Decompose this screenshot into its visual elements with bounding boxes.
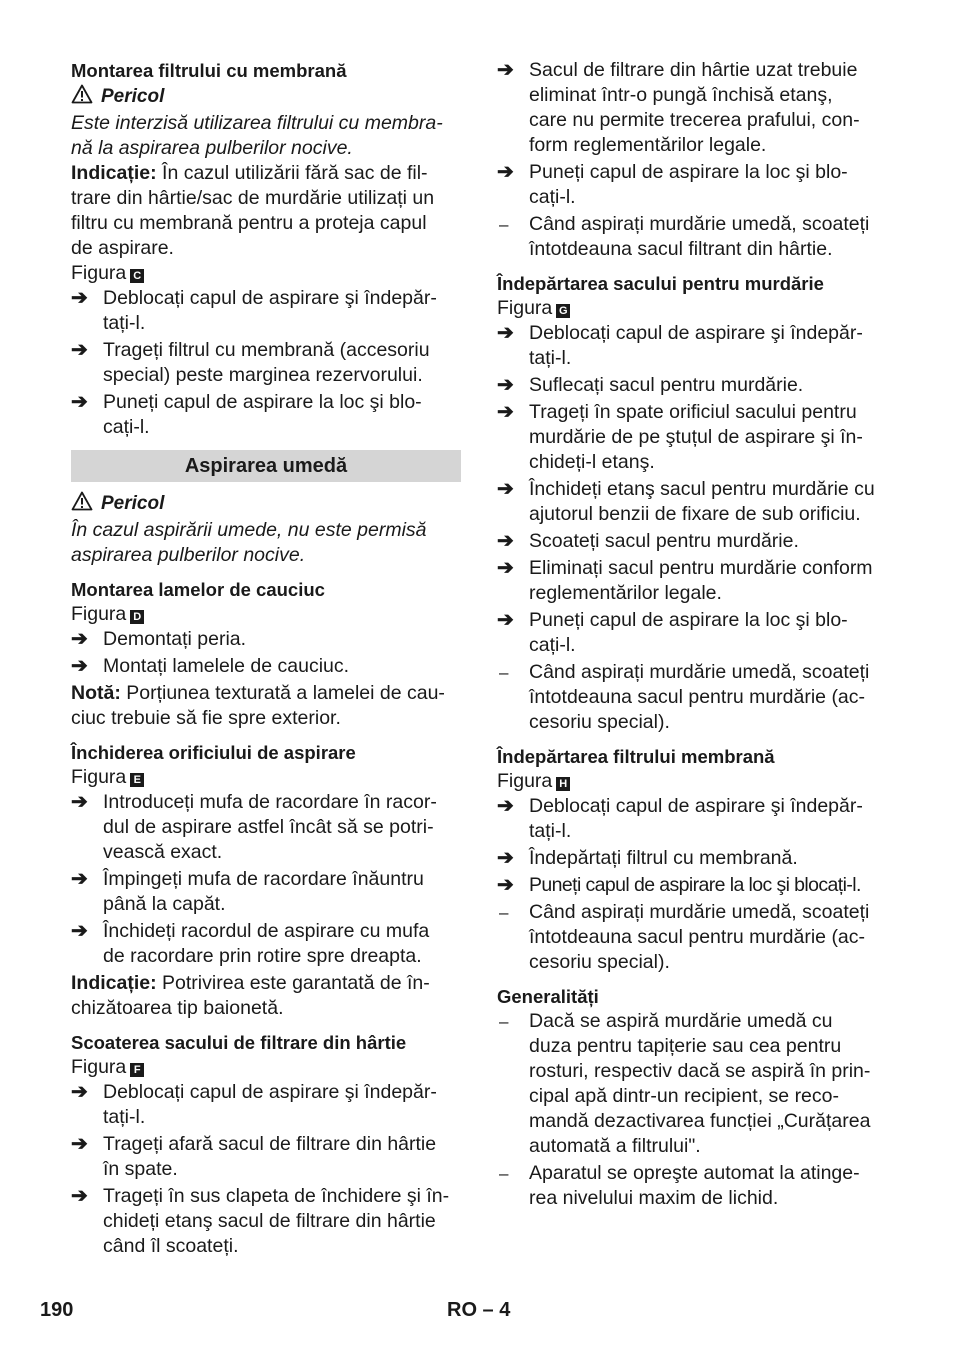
arrow-right-icon: ➔ [71,655,88,677]
note-line: ciuc trebuie să fie spre exterior. [71,707,341,729]
step-item: ➔ Închideți racordul de aspirare cu mufa de racordare prin rotire spre dreapta. [71,920,430,967]
figure-letter-badge: G [556,304,570,318]
dash-icon: – [499,1164,509,1183]
warning-triangle-icon [71,491,93,511]
section-title: Montarea lamelor de cauciuc [71,579,325,600]
figure-ref: Figura D [71,602,461,627]
figure-ref: Figura F [71,1055,461,1080]
page-number: 190 [40,1299,74,1321]
arrow-right-icon: ➔ [71,391,88,413]
step-item: ➔ Deblocați capul de aspirare şi îndepăr- tați-l. [71,287,437,334]
arrow-right-icon: ➔ [71,1133,88,1155]
step-item: ➔ Puneți capul de aspirare la loc şi blocați-l. [497,874,861,896]
section-title: Generalități [497,986,599,1007]
arrow-right-icon: ➔ [71,868,88,890]
section-title: Îndepărtarea sacului pentru murdărie [497,273,824,294]
section-title: Montarea filtrului cu membrană [71,60,347,81]
note-line: de aspirare. [71,237,174,259]
warning-heading: Pericol [71,83,461,111]
step-item: ➔ Împingeți mufa de racordare înăuntru până la capăt. [71,868,424,915]
figure-letter-badge: C [130,269,144,283]
figure-ref: Figura H [497,769,887,794]
step-item: ➔ Puneți capul de aspirare la loc şi blo- cați-l. [71,391,422,438]
warning-text: Este interzisă utilizarea filtrului cu membra- [71,112,443,134]
arrow-right-icon: ➔ [497,847,514,869]
arrow-right-icon: ➔ [497,609,514,631]
step-item: ➔ Demontați peria. [71,628,247,650]
dash-icon: – [499,663,509,682]
step-item: ➔ Închideți etanş sacul pentru murdărie cu ajutorul benzii de fixare de sub orificiu. [497,478,875,525]
note: Notă: Porțiunea texturată a lamelei de cau- [71,682,445,704]
step-item: ➔ Trageți în sus clapeta de închidere şi în- chideți etanş sacul de filtrare din hârtie când îl scoateți. [71,1185,450,1257]
step-item: ➔ Trageți filtrul cu membrană (accesoriu special) peste marginea rezervorului. [71,339,430,386]
step-item: ➔ Puneți capul de aspirare la loc şi blo- cați-l. [497,161,848,208]
dash-item: – Când aspirați murdărie umedă, scoateți întotdeauna sacul pentru murdărie (ac- cesoriu special). [499,901,870,973]
arrow-right-icon: ➔ [497,478,514,500]
note-line: chizătoarea tip baionetă. [71,997,284,1019]
dash-item: – Dacă se aspiră murdărie umedă cu duza pentru tapițerie sau cea pentru rosturi, respectiv dacă se aspiră în prin- cipal apă dintr-un recipient, se reco- mandă dezactivarea funcției „Curățarea automată a filtrului". [499,1010,871,1157]
step-item: ➔ Deblocați capul de aspirare şi îndepăr- tați-l. [497,322,863,369]
warning-heading: Pericol [71,490,461,518]
arrow-right-icon: ➔ [71,1081,88,1103]
arrow-right-icon: ➔ [71,1185,88,1207]
left-column [71,58,461,1261]
note-line: filtru cu membrană pentru a proteja capul [71,212,427,234]
step-item: ➔ Puneți capul de aspirare la loc şi blo- cați-l. [497,609,848,656]
step-item: ➔ Deblocați capul de aspirare şi îndepăr- tați-l. [71,1081,437,1128]
figure-letter-badge: H [556,777,570,791]
arrow-right-icon: ➔ [497,59,514,81]
figure-letter-badge: F [130,1063,144,1077]
section-label: RO – 4 [447,1299,511,1321]
arrow-right-icon: ➔ [497,874,514,896]
figure-letter-badge: D [130,610,144,624]
arrow-right-icon: ➔ [71,920,88,942]
note: Indicație: În cazul utilizării fără sac de fil- [71,162,428,184]
arrow-right-icon: ➔ [497,374,514,396]
section-banner: Aspirarea umedă [71,450,461,482]
arrow-right-icon: ➔ [71,628,88,650]
arrow-right-icon: ➔ [497,401,514,423]
step-item: ➔ Eliminați sacul pentru murdărie conform reglementărilor legale. [497,557,873,604]
note: Indicație: Potrivirea este garantată de în- [71,972,430,994]
warning-text: aspirarea pulberilor nocive. [71,544,306,566]
step-item: ➔ Îndepărtați filtrul cu membrană. [497,847,798,869]
warning-text: nă la aspirarea pulberilor nocive. [71,137,353,159]
arrow-right-icon: ➔ [497,530,514,552]
dash-icon: – [499,1012,509,1031]
dash-item: – Aparatul se opreşte automat la atinge- rea nivelului maxim de lichid. [499,1162,860,1209]
step-item: ➔ Trageți afară sacul de filtrare din hârtie în spate. [71,1133,437,1180]
section-title: Închiderea orificiului de aspirare [71,742,356,763]
arrow-right-icon: ➔ [497,161,514,183]
step-item: ➔ Scoateți sacul pentru murdărie. [497,530,799,552]
arrow-right-icon: ➔ [71,791,88,813]
arrow-right-icon: ➔ [497,557,514,579]
arrow-right-icon: ➔ [71,287,88,309]
arrow-right-icon: ➔ [497,795,514,817]
figure-ref: Figura G [497,296,887,321]
warning-text: În cazul aspirării umede, nu este permisă [71,519,427,541]
dash-icon: – [499,903,509,922]
step-item: ➔ Introduceți mufa de racordare în racor- dul de aspirare astfel încât să se potri- vească exact. [71,791,437,863]
arrow-right-icon: ➔ [497,322,514,344]
right-column [497,58,887,1213]
note-line: trare din hârtie/sac de murdărie utilizați un [71,187,435,209]
arrow-right-icon: ➔ [71,339,88,361]
step-item: ➔ Suflecați sacul pentru murdărie. [497,374,804,396]
dash-item: – Când aspirați murdărie umedă, scoateți întotdeauna sacul pentru murdărie (ac- cesoriu special). [499,661,870,733]
warning-triangle-icon [71,84,93,104]
dash-icon: – [499,215,509,234]
dash-item: – Când aspirați murdărie umedă, scoateți întotdeauna sacul filtrant din hârtie. [499,213,870,260]
step-item: ➔ Deblocați capul de aspirare şi îndepăr- tați-l. [497,795,863,842]
figure-ref: Figura C [71,261,461,286]
step-item: ➔ Montați lamelele de cauciuc. [71,655,350,677]
section-title: Scoaterea sacului de filtrare din hârtie [71,1032,407,1053]
figure-ref: Figura E [71,765,461,790]
figure-letter-badge: E [130,773,144,787]
step-item: ➔ Sacul de filtrare din hârtie uzat trebuie eliminat într-o pungă închisă etanş, care nu permite trecerea prafului, con- form reglementărilor legale. [497,59,860,156]
step-item: ➔ Trageți în spate orificiul sacului pentru murdărie de pe ştuțul de aspirare şi în- chideți-l etanş. [497,401,863,473]
section-title: Îndepărtarea filtrului membrană [497,746,775,767]
